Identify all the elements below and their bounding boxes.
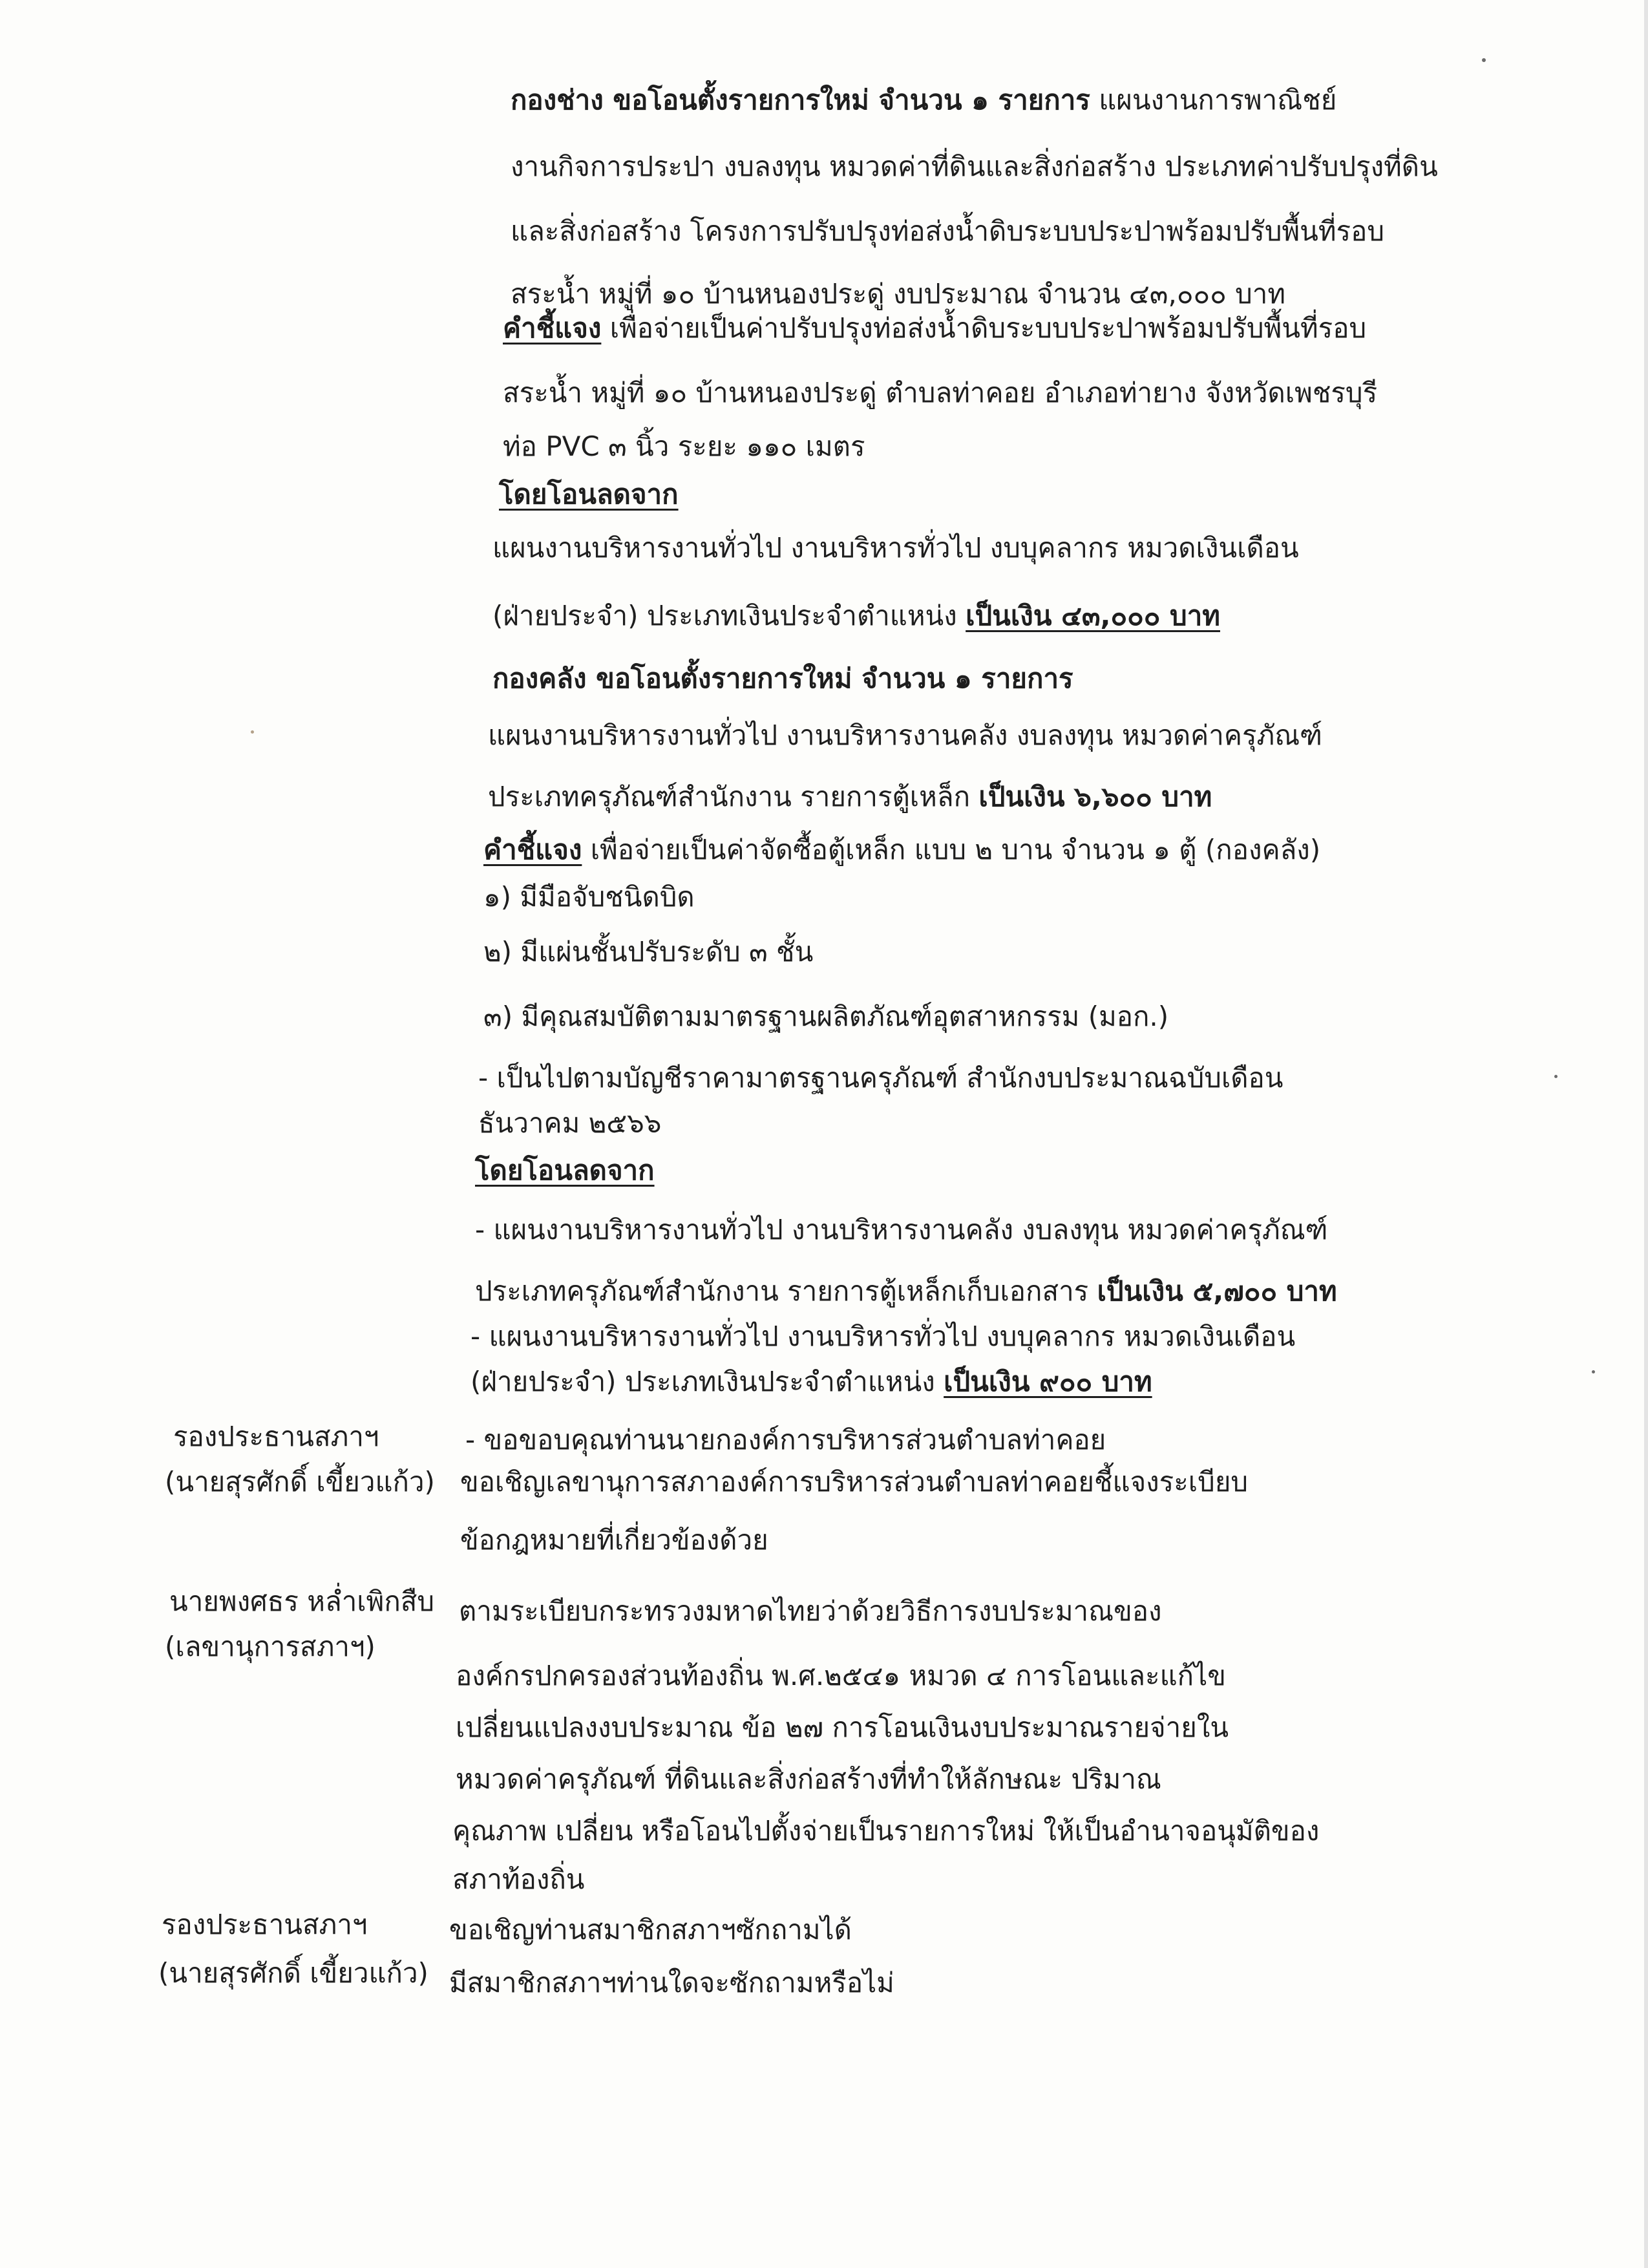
amount-value: เป็นเงิน ๙๐๐ บาท: [944, 1366, 1152, 1397]
division-request-plan: แผนงานการพาณิชย์: [1090, 84, 1337, 116]
speech-line: - ขอขอบคุณท่านนายกองค์การบริหารส่วนตำบลท่าคอย: [465, 1424, 1106, 1456]
amount-line: [475, 1273, 1337, 1309]
scan-speck: [251, 730, 254, 734]
speech-line: หมวดค่าครุภัณฑ์ ที่ดินและสิ่งก่อสร้างที่ทำให้ลักษณะ ปริมาณ: [456, 1763, 1161, 1795]
speech-line: ตามระเบียบกระทรวงมหาดไทยว่าด้วยวิธีการงบประมาณของ: [459, 1595, 1162, 1627]
amount-desc: (ฝ่ายประจำ) ประเภทเงินประจำตำแหน่ง: [492, 600, 966, 631]
explanation-label: คำชี้แจง: [483, 834, 582, 865]
speech-line: คุณภาพ เปลี่ยน หรือโอนไปตั้งจ่ายเป็นรายการใหม่ ให้เป็นอำนาจอนุมัติของ: [452, 1815, 1320, 1847]
text-line: - เป็นไปตามบัญชีราคามาตรฐานครุภัณฑ์ สำนักงบประมาณฉบับเดือน: [478, 1062, 1284, 1094]
division-request-line: กองคลัง ขอโอนตั้งรายการใหม่ จำนวน ๑ รายการ: [492, 662, 1073, 694]
speech-line: ขอเชิญท่านสมาชิกสภาฯซักถามได้: [449, 1914, 852, 1945]
scan-speck: [1482, 58, 1486, 62]
text-line: งานกิจการประปา งบลงทุน หมวดค่าที่ดินและสิ่งก่อสร้าง ประเภทค่าปรับปรุงที่ดิน: [511, 151, 1438, 182]
text-line: แผนงานบริหารงานทั่วไป งานบริหารทั่วไป งบบุคลากร หมวดเงินเดือน: [492, 532, 1299, 564]
explanation-text: เพื่อจ่ายเป็นค่าปรับปรุงท่อส่งน้ำดิบระบบประปาพร้อมปรับพื้นที่รอบ: [601, 312, 1367, 344]
explanation-line: [483, 832, 1320, 868]
spec-item: ๓) มีคุณสมบัติตามมาตรฐานผลิตภัณฑ์อุตสาหกรรม (มอก.): [483, 1001, 1169, 1032]
spec-item: ๑) มีมือจับชนิดบิด: [483, 881, 695, 913]
division-request-bold: กองช่าง ขอโอนตั้งรายการใหม่ จำนวน ๑ รายการ: [511, 84, 1090, 116]
speech-line: ข้อกฎหมายที่เกี่ยวข้องด้วย: [460, 1524, 768, 1556]
text-line: แผนงานบริหารงานทั่วไป งานบริหารงานคลัง งบลงทุน หมวดค่าครุภัณฑ์: [488, 719, 1323, 751]
page-edge: [1644, 0, 1648, 2268]
scan-speck: [1592, 1370, 1595, 1373]
speaker-role: รองประธานสภาฯ: [162, 1909, 368, 1940]
speaker-role: นายพงศธร หล่ำเพิกสืบ: [169, 1585, 435, 1617]
amount-value: เป็นเงิน ๔๓,๐๐๐ บาท: [966, 600, 1220, 631]
explanation-text: เพื่อจ่ายเป็นค่าจัดซื้อตู้เหล็ก แบบ ๒ บาน จำนวน ๑ ตู้ (กองคลัง): [582, 834, 1321, 865]
text-line: และสิ่งก่อสร้าง โครงการปรับปรุงท่อส่งน้ำดิบระบบประปาพร้อมปรับพื้นที่รอบ: [511, 215, 1384, 247]
division-request-line: [511, 82, 1336, 118]
speech-line: ขอเชิญเลขานุการสภาองค์การบริหารส่วนตำบลท่าคอยชี้แจงระเบียบ: [460, 1466, 1249, 1498]
speech-line: องค์กรปกครองส่วนท้องถิ่น พ.ศ.๒๕๔๑ หมวด ๔ การโอนและแก้ไข: [456, 1660, 1226, 1691]
speaker-role: รองประธานสภาฯ: [173, 1421, 379, 1452]
amount-desc: (ฝ่ายประจำ) ประเภทเงินประจำตำแหน่ง: [470, 1366, 944, 1397]
spec-item: ๒) มีแผ่นชั้นปรับระดับ ๓ ชั้น: [483, 936, 814, 968]
amount-desc: ประเภทครุภัณฑ์สำนักงาน รายการตู้เหล็กเก็บเอกสาร: [475, 1275, 1097, 1307]
scan-speck: [1554, 1075, 1558, 1078]
transfer-heading: โดยโอนลดจาก: [475, 1154, 655, 1186]
speaker-name: (เลขานุการสภาฯ): [165, 1631, 375, 1662]
amount-desc: ประเภทครุภัณฑ์สำนักงาน รายการตู้เหล็ก: [488, 781, 979, 812]
text-line: - แผนงานบริหารงานทั่วไป งานบริหารงานคลัง งบลงทุน หมวดค่าครุภัณฑ์: [475, 1214, 1328, 1245]
text-line: สระน้ำ หมู่ที่ ๑๐ บ้านหนองประดู่ ตำบลท่าคอย อำเภอท่ายาง จังหวัดเพชรบุรี: [503, 377, 1378, 408]
speech-line: สภาท้องถิ่น: [452, 1863, 585, 1895]
speaker-name: (นายสุรศักดิ์ เขี้ยวแก้ว): [158, 1957, 428, 1989]
amount-line: [492, 598, 1220, 634]
speech-line: เปลี่ยนแปลงงบประมาณ ข้อ ๒๗ การโอนเงินงบประมาณรายจ่ายใน: [456, 1712, 1229, 1743]
amount-line: [488, 779, 1212, 815]
text-line: ท่อ PVC ๓ นิ้ว ระยะ ๑๑๐ เมตร: [503, 430, 865, 462]
amount-value: เป็นเงิน ๖,๖๐๐ บาท: [978, 781, 1212, 812]
text-line: ธันวาคม ๒๕๖๖: [478, 1107, 662, 1139]
explanation-label: คำชี้แจง: [503, 312, 602, 344]
amount-value: เป็นเงิน ๕,๗๐๐ บาท: [1097, 1275, 1337, 1307]
speaker-name: (นายสุรศักดิ์ เขี้ยวแก้ว): [165, 1466, 435, 1498]
amount-line: [470, 1364, 1152, 1400]
explanation-line: [503, 310, 1366, 346]
speech-line: มีสมาชิกสภาฯท่านใดจะซักถามหรือไม่: [449, 1967, 894, 1998]
text-line: - แผนงานบริหารงานทั่วไป งานบริหารทั่วไป งบบุคลากร หมวดเงินเดือน: [470, 1320, 1296, 1352]
transfer-heading: โดยโอนลดจาก: [499, 478, 679, 510]
text-line: สระน้ำ หมู่ที่ ๑๐ บ้านหนองประดู่ งบประมาณ จำนวน ๔๓,๐๐๐ บาท: [511, 278, 1286, 310]
